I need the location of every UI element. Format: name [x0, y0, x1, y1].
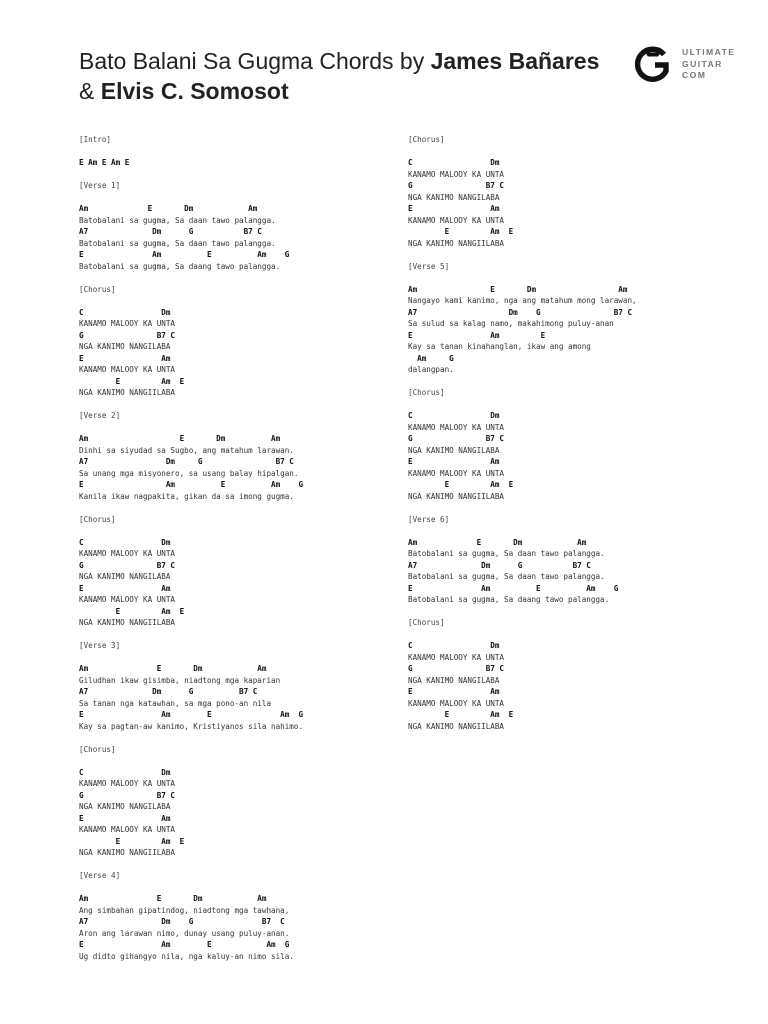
chord-line[interactable]: Am E Dm Am: [408, 284, 628, 294]
ultimate-guitar-logo-icon: [633, 44, 673, 84]
song-section: [79, 870, 409, 962]
blank-line: [79, 422, 409, 434]
chord-line[interactable]: G B7 C: [79, 330, 176, 340]
lyric-line: Batobalani sa gugma, Sa daan tawo palangga.: [79, 215, 276, 225]
chord-line[interactable]: E Am E Am G: [408, 583, 619, 593]
section-label: [Chorus]: [408, 388, 445, 397]
lyric-line: Dinhi sa siyudad sa Sugbo, ang matahum larawan.: [79, 445, 294, 455]
lyric-line: KANAMO MALOOY KA UNTA: [408, 422, 505, 432]
chord-line[interactable]: Am G: [408, 353, 454, 363]
lyric-line: KANAMO MALOOY KA UNTA: [408, 468, 505, 478]
lyric-line: Kay sa pagtan-aw kanimo, Kristiyanos sila nahimo.: [79, 721, 304, 731]
chord-line[interactable]: A7 Dm G B7 C: [79, 457, 294, 466]
section-label: [Intro]: [79, 135, 112, 144]
blank-line: [408, 146, 738, 158]
chord-line[interactable]: E Am E Am G: [79, 710, 304, 719]
lyric-line: NGA KANIMO NANGILABA: [408, 675, 500, 685]
blank-line: [79, 652, 409, 664]
chord-line[interactable]: Am E Dm Am: [79, 434, 281, 443]
artist-name-1[interactable]: James Bañares: [430, 48, 600, 74]
chord-line[interactable]: E Am E: [408, 330, 546, 340]
lyric-line: NGA KANIMO NANGIILABA: [408, 238, 505, 248]
chord-line[interactable]: E Am: [408, 457, 500, 466]
chord-line[interactable]: A7 Dm G B7 C: [79, 227, 262, 236]
song-section: [79, 284, 409, 399]
blank-line: [79, 192, 409, 204]
lyric-line: KANAMO MALOOY KA UNTA: [79, 595, 176, 604]
chord-line[interactable]: C Dm: [408, 641, 500, 650]
chord-line[interactable]: E Am E: [408, 480, 514, 489]
lyric-line: Kanila ikaw nagpakita, gikan da sa imong gugma.: [79, 491, 294, 501]
chord-line[interactable]: C Dm: [79, 307, 171, 317]
chord-line[interactable]: E Am E Am G: [79, 250, 290, 259]
lyric-line: Sa unang mga misyonero, sa usang balay hipalgan.: [79, 468, 299, 478]
lyric-line: NGA KANIMO NANGIILABA: [79, 388, 176, 397]
lyric-line: Ug didto gihangyo nila, nga kaluy-an nimo sila.: [79, 951, 294, 961]
logo-line: COM: [682, 70, 707, 80]
chord-line[interactable]: E Am: [79, 813, 171, 823]
chord-line[interactable]: Am E Dm Am: [408, 537, 587, 547]
lyric-line: Ang simbahan gipatindog, niadtong mga tawhana,: [79, 905, 290, 915]
lyric-line: dalangpan.: [408, 365, 454, 374]
chord-line[interactable]: G B7 C: [79, 560, 176, 570]
lyric-line: NGA KANIMO NANGILABA: [408, 445, 500, 455]
lyric-line: Kay sa tanan kinahanglan, ikaw ang among: [408, 342, 591, 351]
title-prefix: Bato Balani Sa Gugma Chords by: [79, 48, 431, 74]
lyric-line: KANAMO MALOOY KA UNTA: [79, 779, 176, 788]
section-label: [Verse 4]: [79, 871, 121, 880]
chord-line[interactable]: G B7 C: [408, 434, 505, 443]
chord-line[interactable]: E Am E Am G: [79, 480, 304, 489]
lyric-line: KANAMO MALOOY KA UNTA: [79, 549, 176, 558]
song-section: [408, 617, 738, 732]
section-label: [Chorus]: [408, 135, 445, 144]
blank-line: [79, 295, 409, 307]
chord-line[interactable]: Am E Dm Am: [79, 894, 267, 903]
title-ampersand: &: [79, 78, 101, 104]
chord-line[interactable]: C Dm: [408, 411, 500, 420]
chord-line[interactable]: C Dm: [79, 767, 171, 777]
lyric-line: Giludhan ikaw gisimba, niadtong mga kaparian: [79, 675, 281, 685]
artist-name-2[interactable]: Elvis C. Somosot: [100, 78, 289, 104]
chord-line[interactable]: G B7 C: [79, 790, 176, 800]
lyric-line: NGA KANIMO NANGILABA: [79, 572, 171, 581]
lyric-line: NGA KANIMO NANGILABA: [79, 342, 171, 351]
chord-line[interactable]: E Am E Am G: [79, 940, 290, 949]
chord-line[interactable]: Am E Dm Am: [79, 664, 267, 673]
lyric-line: Nangayo kami kanimo, nga ang matahum mong larawan,: [408, 296, 637, 305]
chord-sheet-column-left: [79, 134, 409, 974]
chord-line[interactable]: A7 Dm G B7 C: [408, 560, 591, 570]
song-section: [79, 514, 409, 629]
blank-line: [79, 525, 409, 537]
lyric-line: NGA KANIMO NANGIILABA: [408, 721, 505, 731]
chord-line[interactable]: E Am: [408, 687, 500, 696]
chord-line[interactable]: A7 Dm G B7 C: [408, 307, 633, 317]
chord-line[interactable]: A7 Dm G B7 C: [79, 687, 258, 696]
lyric-line: KANAMO MALOOY KA UNTA: [408, 215, 505, 225]
blank-line: [79, 146, 409, 158]
song-section: [79, 410, 409, 502]
lyric-line: KANAMO MALOOY KA UNTA: [79, 365, 176, 374]
chord-line[interactable]: A7 Dm G B7 C: [79, 917, 285, 926]
lyric-line: NGA KANIMO NANGILABA: [79, 802, 171, 811]
blank-line: [408, 272, 738, 284]
chord-line[interactable]: G B7 C: [408, 664, 505, 673]
section-label: [Verse 3]: [79, 641, 121, 650]
chord-line[interactable]: E Am: [408, 204, 500, 213]
lyric-line: Batobalani sa gugma, Sa daan tawo palangga.: [408, 549, 605, 558]
chord-line[interactable]: E Am E: [79, 606, 185, 616]
chord-sheet-column-right: [408, 134, 738, 744]
lyric-line: KANAMO MALOOY KA UNTA: [408, 652, 505, 662]
blank-line: [408, 525, 738, 537]
chord-line[interactable]: E Am E: [408, 227, 514, 236]
logo-line: GUITAR: [682, 58, 723, 69]
section-label: [Chorus]: [408, 618, 445, 627]
song-section: [79, 180, 409, 272]
song-section: [408, 514, 738, 606]
chord-line[interactable]: Am E Dm Am: [79, 204, 258, 213]
chord-line[interactable]: E Am: [79, 583, 171, 593]
logo-line: ULTIMATE: [682, 47, 736, 57]
lyric-line: Batobalani sa gugma, Sa daan tawo palangga.: [408, 572, 605, 581]
song-section: [79, 640, 409, 732]
chord-line[interactable]: G B7 C: [408, 181, 505, 190]
lyric-line: NGA KANIMO NANGILABA: [408, 192, 500, 202]
section-label: [Verse 6]: [408, 514, 450, 524]
lyric-line: Batobalani sa gugma, Sa daang tawo palangga.: [79, 261, 281, 271]
lyric-line: KANAMO MALOOY KA UNTA: [79, 825, 176, 834]
song-section: [79, 134, 409, 169]
section-label: [Verse 2]: [79, 411, 121, 420]
song-section: [408, 134, 738, 249]
lyric-line: KANAMO MALOOY KA UNTA: [408, 698, 505, 708]
lyric-line: NGA KANIMO NANGIILABA: [79, 618, 176, 627]
section-label: [Verse 1]: [79, 181, 121, 190]
section-label: [Verse 5]: [408, 261, 450, 271]
song-section: [408, 387, 738, 502]
blank-line: [79, 882, 409, 894]
lyric-line: NGA KANIMO NANGIILABA: [408, 491, 505, 501]
lyric-line: KANAMO MALOOY KA UNTA: [408, 169, 505, 179]
lyric-line: Sa tanan nga katawhan, sa mga pono-an nila: [79, 698, 272, 708]
logo-wordmark: [682, 47, 735, 82]
lyric-line: Aron ang larawan nimo, dunay usang puluy-anan.: [79, 928, 290, 938]
section-label: [Chorus]: [79, 514, 116, 524]
lyric-line: Batobalani sa gugma, Sa daan tawo palangga.: [79, 238, 276, 248]
song-section: [408, 261, 738, 376]
section-label: [Chorus]: [79, 744, 116, 754]
blank-line: [408, 629, 738, 641]
chord-line[interactable]: E Am: [79, 353, 171, 363]
lyric-line: Batobalani sa gugma, Sa daang tawo palangga.: [408, 595, 610, 604]
page-title: [79, 46, 619, 106]
ultimate-guitar-logo[interactable]: [633, 44, 743, 84]
lyric-line: KANAMO MALOOY KA UNTA: [79, 319, 176, 328]
chord-line[interactable]: C Dm: [79, 537, 171, 547]
chord-line[interactable]: C Dm: [408, 158, 500, 167]
song-section: [79, 744, 409, 859]
lyric-line: Sa sulud sa kalag namo, makahimong puluy-anan: [408, 319, 614, 328]
chord-line[interactable]: E Am E: [79, 376, 185, 386]
chord-line[interactable]: E Am E: [79, 836, 185, 846]
blank-line: [79, 755, 409, 767]
chord-line[interactable]: E Am E: [408, 710, 514, 719]
chord-line[interactable]: E Am E Am E: [79, 158, 130, 167]
section-label: [Chorus]: [79, 284, 116, 294]
lyric-line: NGA KANIMO NANGIILABA: [79, 848, 176, 857]
blank-line: [408, 399, 738, 411]
